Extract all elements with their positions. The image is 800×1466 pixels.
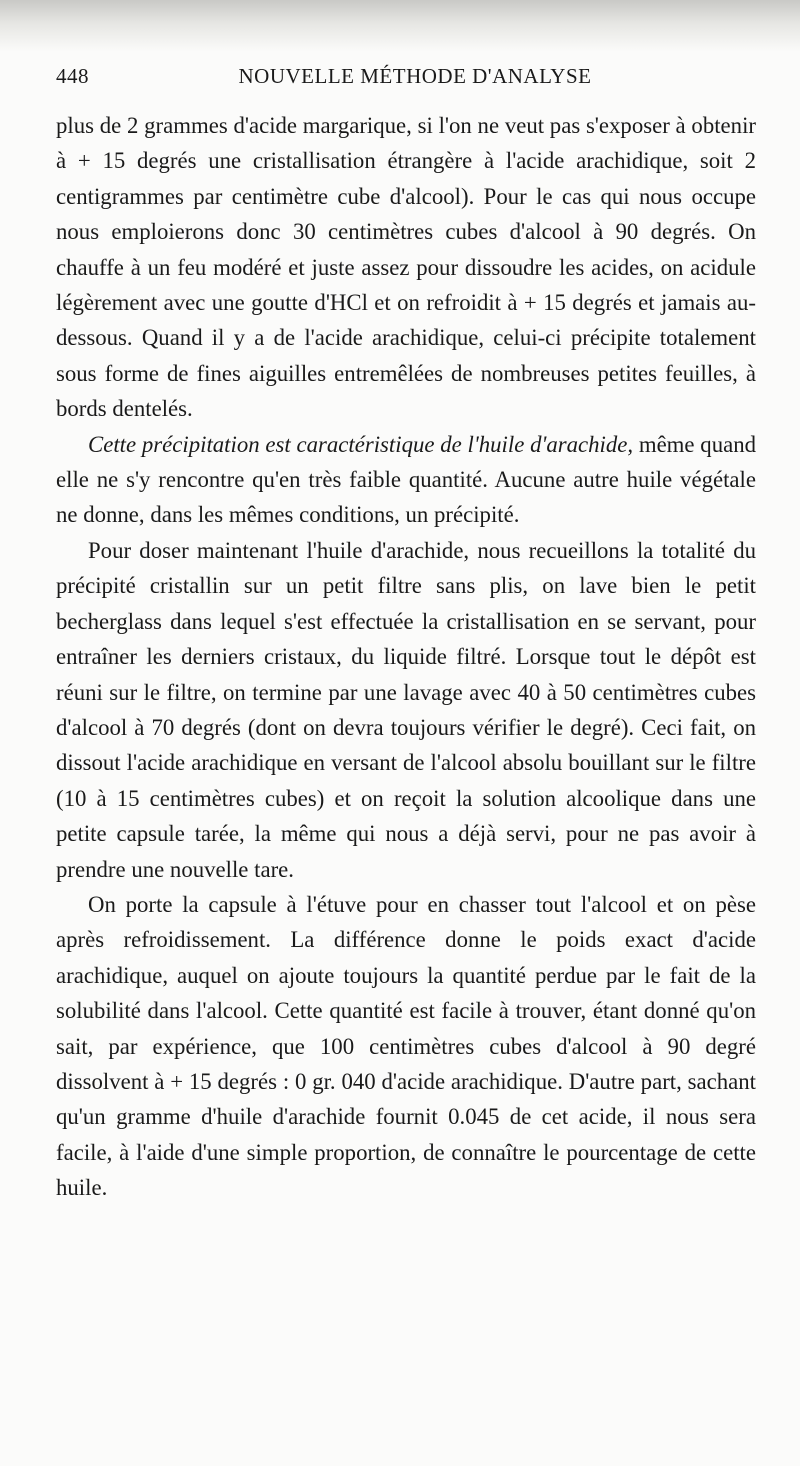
paragraph-2 <box>56 427 756 533</box>
emphasized-statement: Cette précipitation est caractéristique de l'huile d'arachide, <box>88 431 634 457</box>
page-header <box>56 62 754 96</box>
running-title: NOUVELLE MÉTHODE D'ANALYSE <box>238 64 592 88</box>
paragraph-2-text: même quand elle ne s'y rencontre qu'en très faible quantité. Aucune autre huile végétale ne donne, dans les mêmes conditions, un précipité. <box>56 431 757 528</box>
paragraph-4: On porte la capsule à l'étuve pour en chasser tout l'alcool et on pèse après refroidissement. La différence donne le poids exact d'acide arachidique, auquel on ajoute toujours la quantité perdue par le fait de la solubilité dans l'alcool. Cette quantité est facile à trouver, étant donné qu'on sait, par expérience, que 100 centimètres cubes d'alcool à 90 degré dissolvent à + 15 degrés : 0 gr. 040 d'acide arachidique. D'autre part, sachant qu'un gramme d'huile d'arachide fournit 0.045 de cet acide, il nous sera facile, à l'aide d'une simple proportion, de connaître le pourcentage de cette huile. <box>56 891 756 1201</box>
paragraph-1: plus de 2 grammes d'acide margarique, si l'on ne veut pas s'exposer à obtenir à + 15 degrés une cristallisation étrangère à l'acide arachidique, soit 2 centigrammes par centimètre cube d'alcool). Pour le cas qui nous occupe nous emploierons donc 30 centimètres cubes d'alcool à 90 degrés. On chauffe à un feu modéré et juste assez pour dissoudre les acides, on acidule légèrement avec une goutte d'HCl et on refroidit à + 15 degrés et jamais au-dessous. Quand il y a de l'acide arachidique, celui-ci précipite totalement sous forme de fines aiguilles entremêlées de nombreuses petites feuilles, à bords dentelés. <box>56 113 756 422</box>
page-number: 448 <box>56 64 89 88</box>
scan-top-edge <box>0 0 800 52</box>
paragraph-3: Pour doser maintenant l'huile d'arachide, nous recueillons la totalité du précipité cristallin sur un petit filtre sans plis, on lave bien le petit becherglass dans lequel s'est effectuée la cristallisation en se servant, pour entraîner les derniers cristaux, du liquide filtré. Lorsque tout le dépôt est réuni sur le filtre, on termine par une lavage avec 40 à 50 centimètres cubes d'alcool à 70 degrés (dont on devra toujours vérifier le degré). Ceci fait, on dissout l'acide arachidique en versant de l'alcool absolu bouillant sur le filtre (10 à 15 centimètres cubes) et on reçoit la solution alcoolique dans une petite capsule tarée, la même qui nous a déjà servi, pour ne pas avoir à prendre une nouvelle tare. <box>56 537 756 882</box>
body-text <box>56 108 756 1206</box>
